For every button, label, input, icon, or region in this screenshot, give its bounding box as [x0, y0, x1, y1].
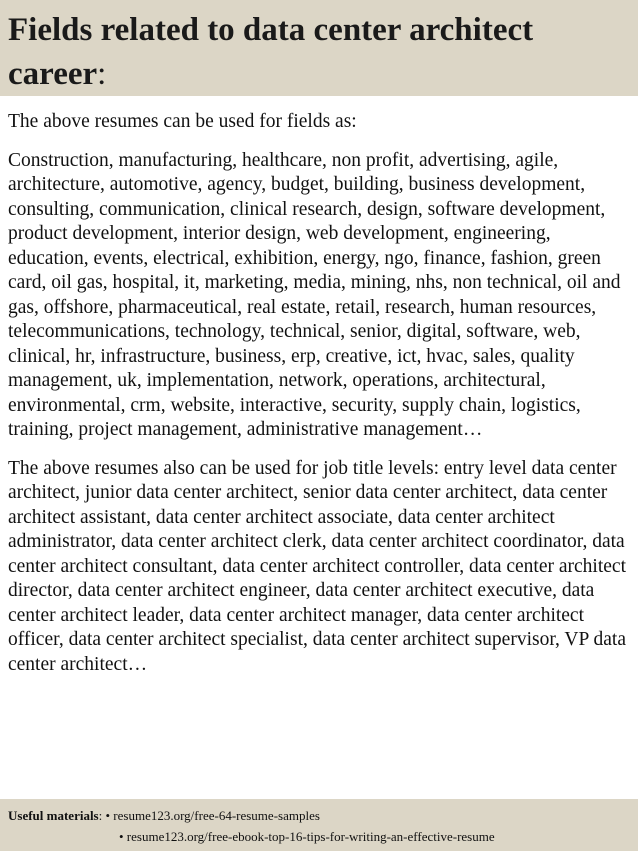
footer-row-2 — [8, 826, 632, 847]
intro-text: The above resumes can be used for fields as: — [8, 111, 357, 132]
page-title — [8, 8, 628, 96]
fields-list: Construction, manufacturing, healthcare, non profit, advertising, agile, architecture, automotive, agency, budget, building, business development, consulting, communication, clinical research, design, software development, product development, interior design, web development, engineering, education, events, electrical, exhibition, energy, ngo, finance, fashion, green card, oil gas, hospital, it, marketing, media, mining, nhs, non technical, oil and gas, offshore, pharmaceutical, real estate, retail, research, human resources, telecommunications, technology, technical, senior, digital, software, web, clinical, hr, infrastructure, business, erp, creative, ict, hvac, sales, quality management, uk, implementation, network, operations, architectural, environmental, crm, website, interactive, security, supply chain, logistics, training, project management, administrative management… — [8, 149, 621, 440]
footer-row-1 — [8, 805, 632, 826]
footer-link-1[interactable]: • resume123.org/free-64-resume-samples — [105, 808, 320, 823]
job-levels-list: The above resumes also can be used for job title levels: entry level data center architect, junior data center architect, senior data center architect, data center architect assistant, data center architect associate, data center architect administrator, data center architect clerk, data center architect coordinator, data center architect consultant, data center architect controller, data center architect director, data center architect engineer, data center architect executive, data center architect leader, data center architect manager, data center architect officer, data center architect specialist, data center architect supervisor, VP data center architect… — [8, 457, 626, 675]
footer — [8, 805, 632, 847]
footer-link-2[interactable]: • resume123.org/free-ebook-top-16-tips-for-writing-an-effective-resume — [119, 829, 495, 844]
page-title-text: Fields related to data center architect career — [8, 12, 534, 92]
useful-materials-label: Useful materials — [8, 808, 99, 823]
useful-materials-colon: : — [98, 808, 103, 823]
main-content — [8, 110, 632, 677]
page-title-colon: : — [97, 56, 107, 92]
